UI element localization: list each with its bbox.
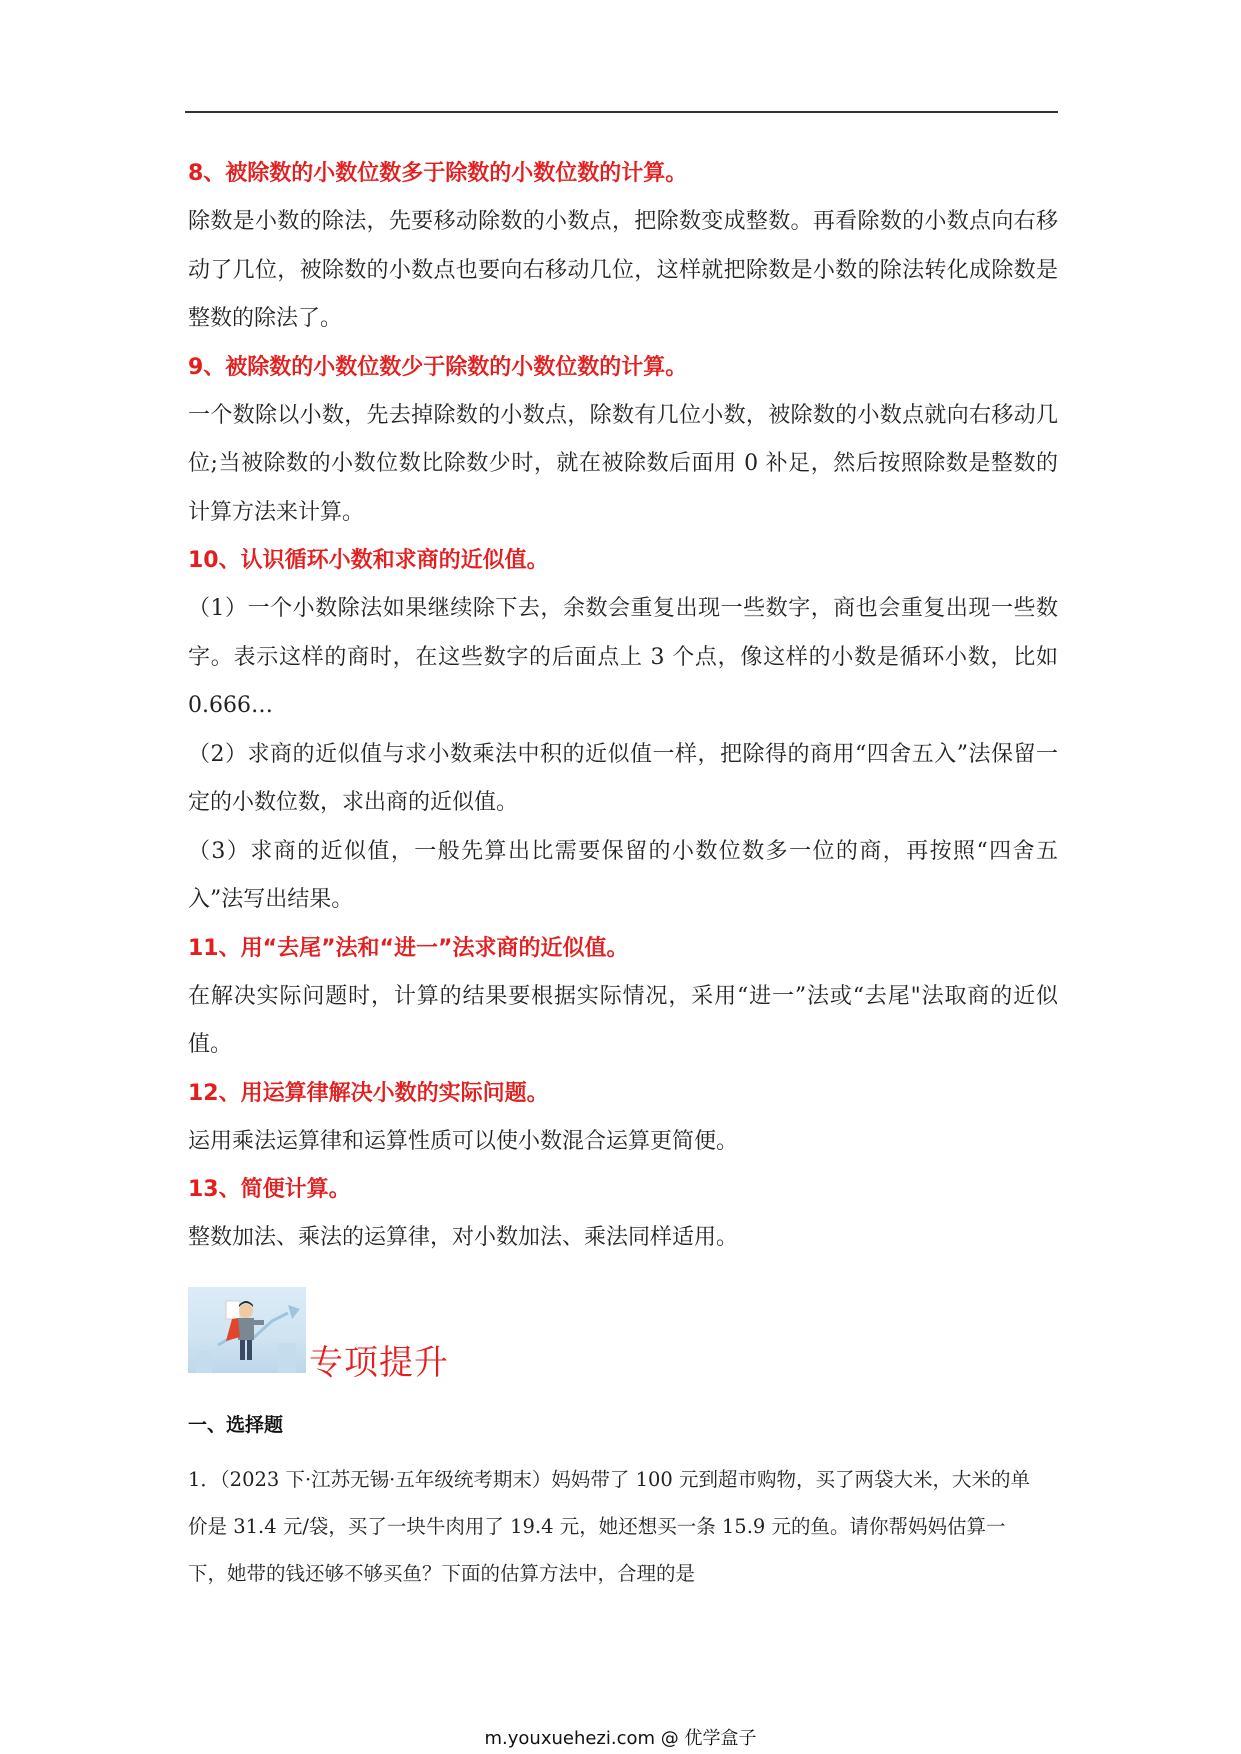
footer-watermark: m.youxuehezi.com @ 优学盒子 [484, 1728, 757, 1749]
section-paragraph: 除数是小数的除法，先要移动除数的小数点，把除数变成整数。再看除数的小数点向右移动了几位，被除数的小数点也要向右移动几位，这样就把除数是小数的除法转化成除数是整数的除法了。 [188, 209, 1058, 331]
section-heading: 8、被除数的小数位数多于除数的小数位数的计算。 [188, 161, 688, 186]
section-8 [188, 150, 1058, 344]
exercise-section-title: 一、选择题 [188, 1414, 284, 1436]
banner-title: 专项提升 [309, 1343, 449, 1383]
section-paragraph: （2）求商的近似值与求小数乘法中积的近似值一样，把除得的商用“四舍五入”法保留一定的小数位数，求出商的近似值。 [188, 741, 1058, 815]
section-12 [188, 1070, 1058, 1167]
section-paragraph: 运用乘法运算律和运算性质可以使小数混合运算更简便。 [188, 1128, 739, 1154]
section-heading: 13、简便计算。 [188, 1177, 351, 1202]
section-paragraph: （3）求商的近似值，一般先算出比需要保留的小数位数多一位的商，再按照“四舍五入”法写出结果。 [188, 838, 1058, 912]
section-11 [188, 925, 1058, 1070]
section-heading: 11、用“去尾”法和“进一”法求商的近似值。 [188, 935, 629, 961]
section-paragraph: 一个数除以小数，先去掉除数的小数点，除数有几位小数，被除数的小数点就向右移动几位;当被除数的小数位数比除数少时，就在被除数后面用 0 补足，然后按照除数是整数的计算方法来计算。 [188, 402, 1058, 525]
section-heading: 10、认识循环小数和求商的近似值。 [188, 548, 549, 573]
section-13 [188, 1166, 1058, 1263]
section-9 [188, 344, 1058, 538]
special-practice-banner [188, 1287, 588, 1387]
section-heading: 9、被除数的小数位数少于除数的小数位数的计算。 [188, 354, 688, 380]
section-paragraph: 整数加法、乘法的运算律，对小数加法、乘法同样适用。 [188, 1225, 739, 1250]
header-rule [185, 111, 1058, 113]
businessman-growth-icon [188, 1287, 306, 1373]
knowledge-points [188, 150, 1058, 1263]
section-paragraph: 在解决实际问题时，计算的结果要根据实际情况，采用“进一”法或“去尾"法取商的近似值。 [188, 983, 1058, 1057]
question-1: 1．（2023 下·江苏无锡·五年级统考期末）妈妈带了 100 元到超市购物，买了两袋大米，大米的单价是 31.4 元/袋，买了一块牛肉用了 19.4 元，她还想买一条 15.9 元的鱼。请你帮妈妈估算一下，她带的钱还够不够买鱼？下面的估算方法中，合理的是 [188, 1468, 1030, 1585]
section-paragraph: （1）一个小数除法如果继续除下去，余数会重复出现一些数字，商也会重复出现一些数字。表示这样的商时，在这些数字的后面点上 3 个点，像这样的小数是循环小数，比如 0.666… [188, 596, 1058, 718]
section-heading: 12、用运算律解决小数的实际问题。 [188, 1080, 549, 1106]
section-10 [188, 537, 1058, 925]
